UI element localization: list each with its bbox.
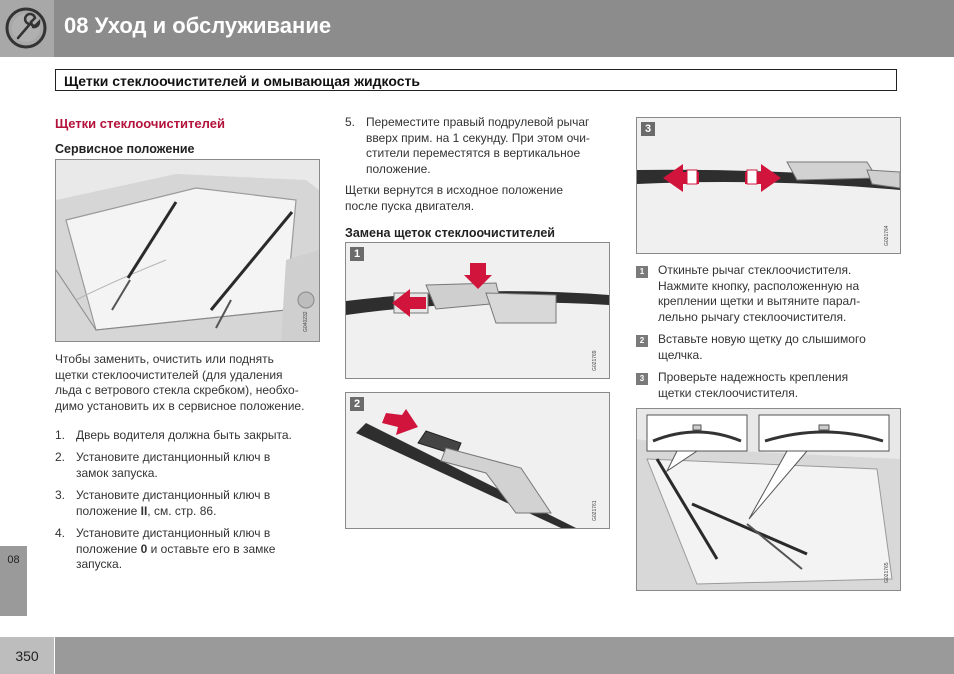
key-position: 0 (140, 541, 148, 556)
step-number: 3. (55, 488, 66, 502)
step-text: Установите дистанционный ключ в (76, 450, 271, 464)
step-text-part: положение (76, 541, 141, 556)
figure-label: 1 (350, 247, 364, 261)
step-badge: 1 (636, 266, 648, 278)
step-5 (345, 115, 615, 179)
step-text (76, 542, 321, 558)
figure-4 (636, 408, 901, 591)
step-text-part: положение (76, 503, 141, 518)
step-text-part: , см. стр. 86. (147, 503, 217, 518)
note-line: Щетки вернутся в исходное положение (345, 183, 564, 197)
figure-code: G021769 (592, 350, 598, 371)
figure-1 (345, 242, 610, 379)
step-text: Установите дистанционный ключ в (76, 488, 271, 502)
figure-code: G021764 (884, 225, 890, 246)
step-text: Переместите правый подрулевой рычаг (366, 115, 590, 129)
step-text: положение. (366, 161, 431, 176)
replace-blades-heading: Замена щеток стеклоочистителей (345, 226, 555, 240)
figure-2 (345, 392, 610, 529)
step-1 (55, 428, 325, 444)
step-number: 2. (55, 450, 66, 464)
step-number: 5. (345, 115, 356, 129)
instruction-text: щетки стеклоочистителя. (658, 385, 799, 400)
footer-bar (55, 637, 954, 674)
step-2 (55, 450, 325, 482)
intro-paragraph (55, 352, 325, 414)
instruction-text: креплении щетки и вытяните парал- (658, 294, 861, 308)
instruction-1 (636, 263, 906, 327)
instruction-text: Проверьте надежность крепления (658, 370, 849, 384)
figure-label: 2 (350, 397, 364, 411)
service-position-figure (55, 159, 320, 342)
wiper-blades-heading: Щетки стеклоочистителей (55, 116, 225, 131)
step-number: 1. (55, 428, 66, 442)
instruction-text: Нажмите кнопку, расположенную на (658, 278, 860, 293)
figure-label: 3 (641, 122, 655, 136)
step-text: замок запуска. (76, 465, 158, 480)
footer-page-box (0, 637, 54, 674)
step-text: Дверь водителя должна быть закрыта. (76, 428, 292, 442)
section-title: Щетки стеклоочистителей и омывающая жидкость (64, 73, 420, 89)
instruction-2 (636, 332, 906, 364)
chapter-tab-label: 08 (7, 554, 20, 566)
service-position-subheading: Сервисное положение (55, 142, 195, 156)
step-text: Установите дистанционный ключ в (76, 526, 271, 540)
figure-code: G040232 (303, 311, 309, 332)
step-badge: 2 (636, 335, 648, 347)
step-text: стители переместятся в вертикальное (366, 146, 581, 160)
step-badge: 3 (636, 373, 648, 385)
intro-line: льда с ветрового стекла скребком), необхо- (55, 383, 299, 397)
chapter-side-tab (0, 546, 27, 616)
instruction-text: щелчка. (658, 347, 703, 362)
intro-line: Чтобы заменить, очистить или поднять (55, 352, 274, 366)
wrench-icon (0, 0, 54, 57)
figure-3 (636, 117, 901, 254)
step-text-part: и оставьте его в замке (147, 541, 276, 556)
figure-code: G021761 (592, 500, 598, 521)
step-text: запуска. (76, 557, 123, 571)
instruction-text: Вставьте новую щетку до слышимого (658, 332, 866, 346)
step-number: 4. (55, 526, 66, 540)
step-4 (55, 526, 325, 574)
figure-code: G021765 (884, 562, 890, 583)
instruction-3 (636, 370, 906, 402)
step-3 (55, 488, 325, 520)
key-position: II (140, 503, 148, 518)
maintenance-icon-box (0, 0, 54, 57)
intro-line: щетки стеклоочистителей (для удаления (55, 367, 283, 382)
section-title-bar (55, 69, 897, 91)
step-text (76, 504, 321, 520)
step-text: вверх прим. на 1 секунду. При этом очи- (366, 130, 590, 145)
note-line: после пуска двигателя. (345, 198, 475, 213)
instruction-text: Откиньте рычаг стеклоочистителя. (658, 263, 852, 277)
page-number: 350 (15, 648, 39, 664)
instruction-text: лельно рычагу стеклоочистителя. (658, 309, 847, 324)
return-note (345, 183, 615, 214)
intro-line: димо установить их в сервисное положение. (55, 398, 305, 413)
chapter-title: 08 Уход и обслуживание (64, 13, 332, 38)
